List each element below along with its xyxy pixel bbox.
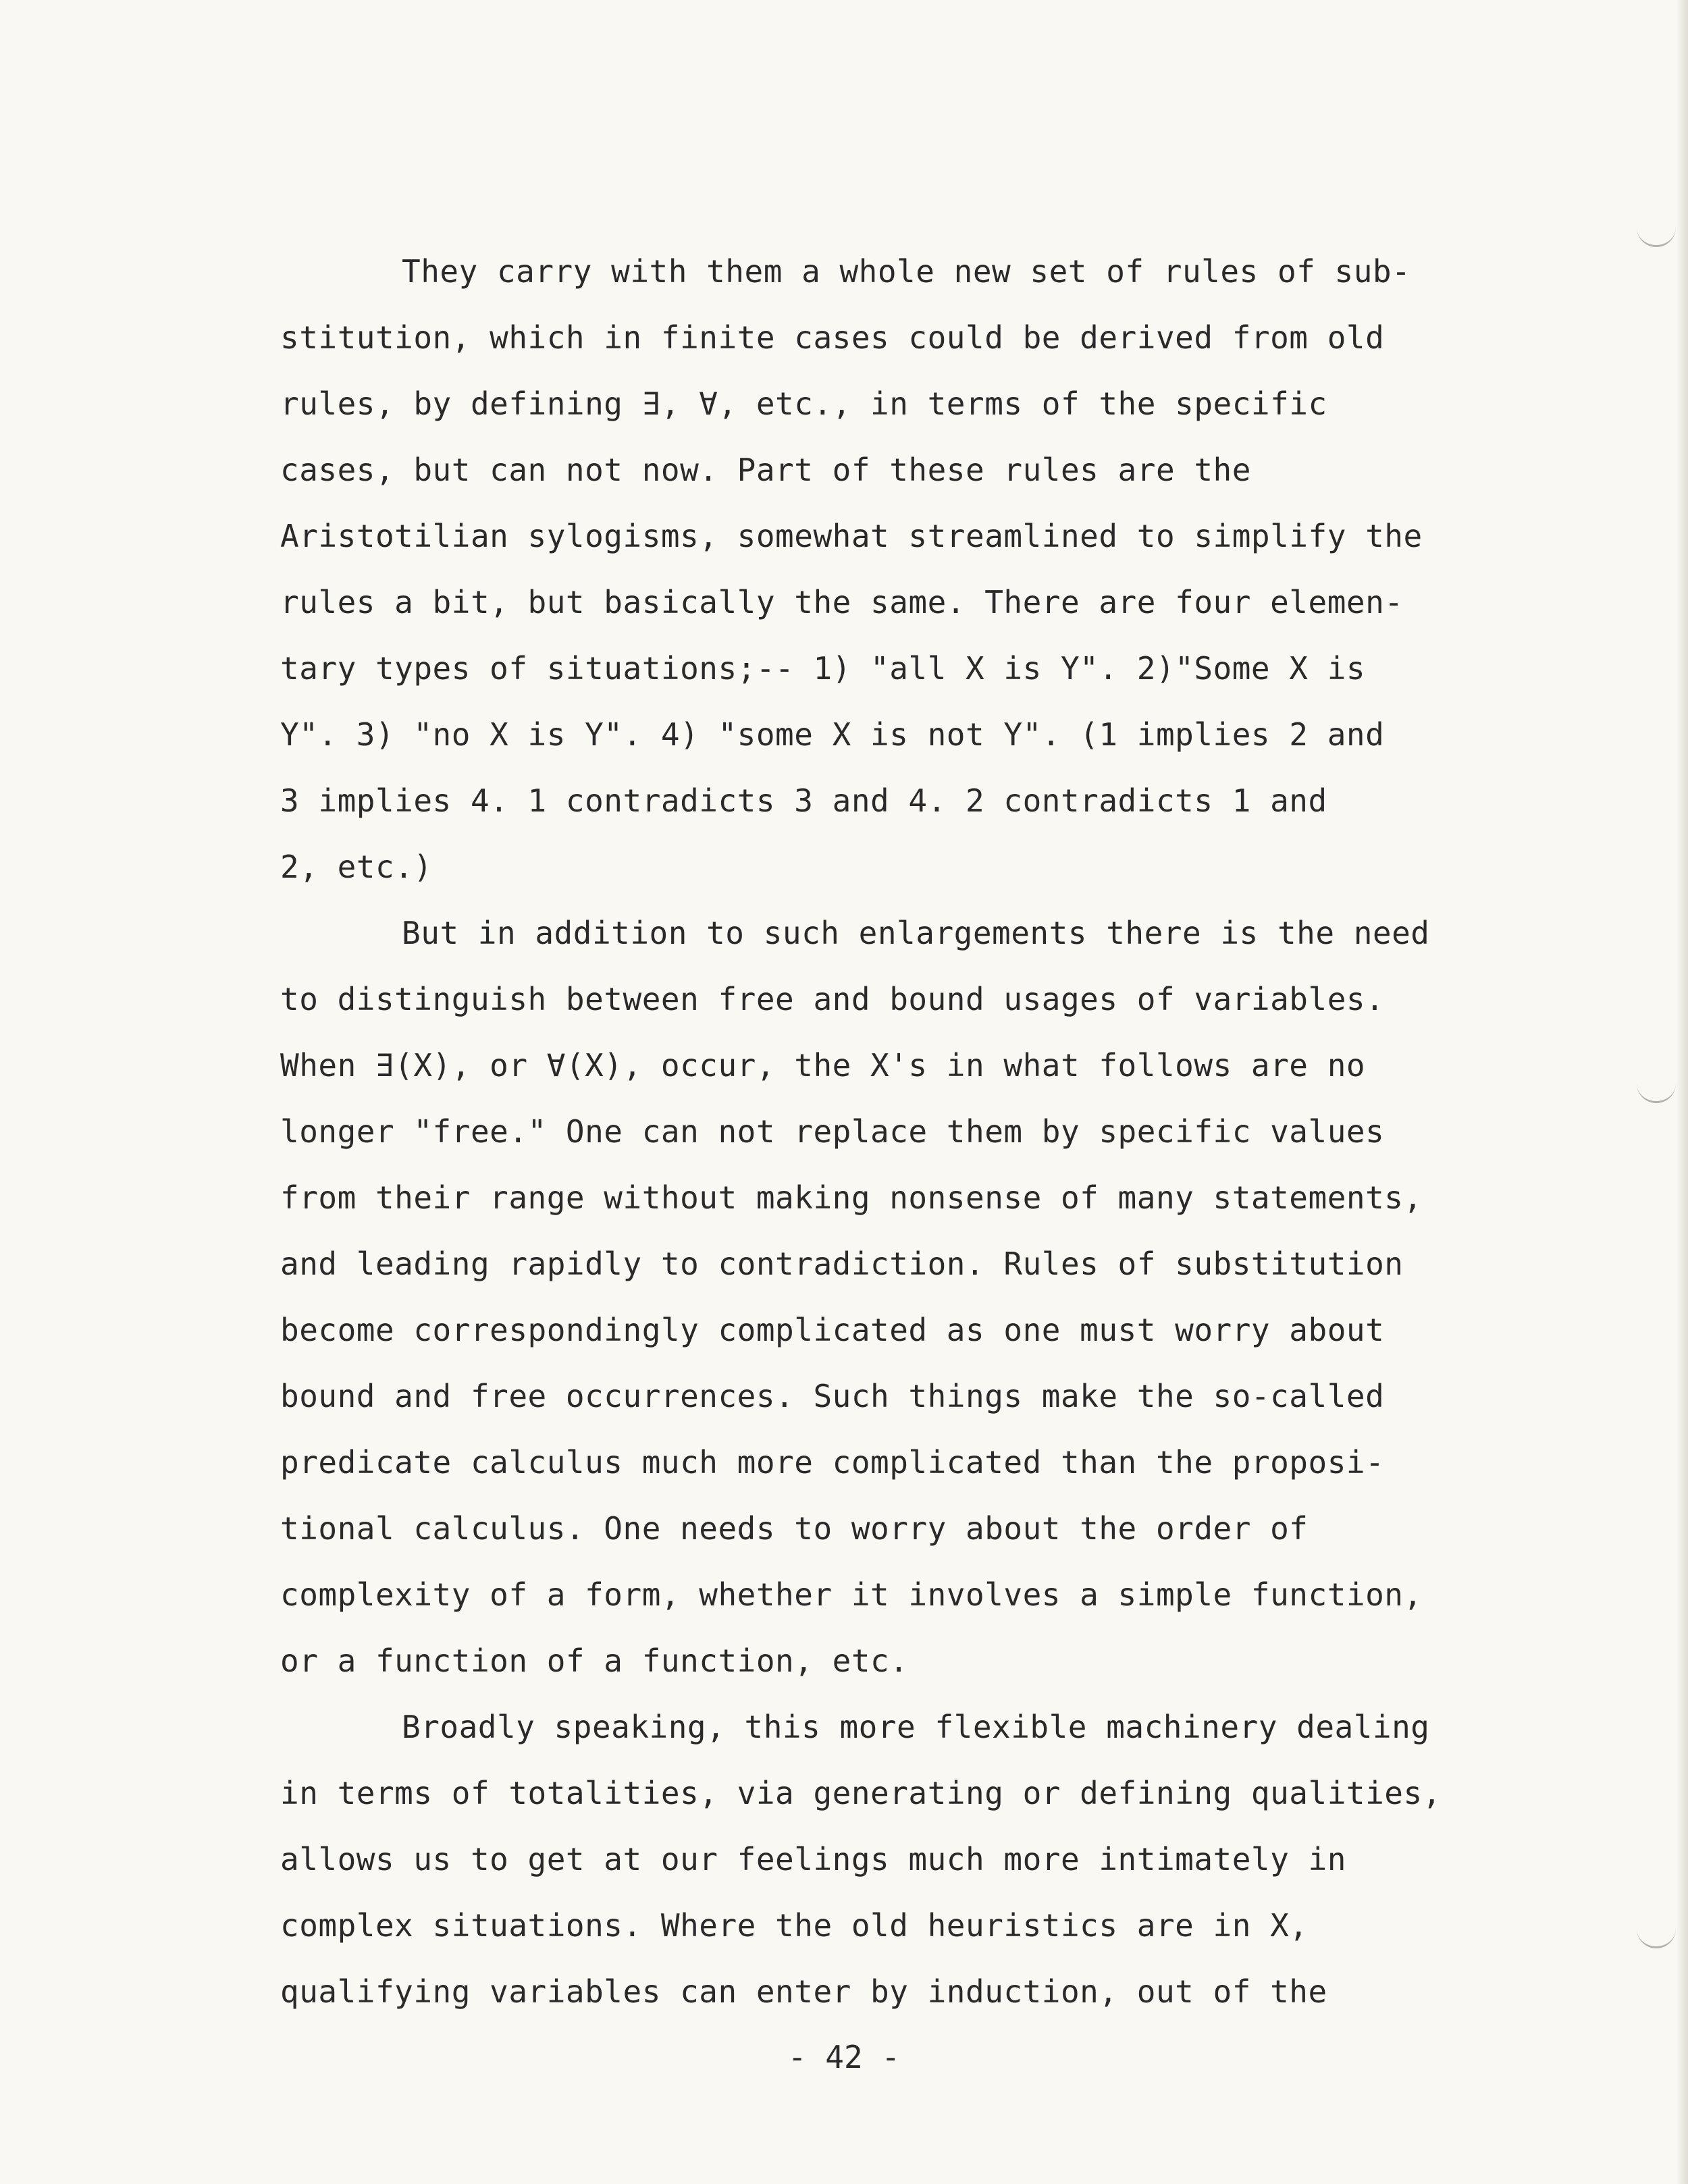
- text-line: bound and free occurrences. Such things make the so-called: [280, 1378, 1385, 1414]
- text-line: complexity of a form, whether it involves a simple function,: [280, 1576, 1423, 1613]
- typed-text-body: [280, 238, 1536, 2025]
- text-line: 3 implies 4. 1 contradicts 3 and 4. 2 contradicts 1 and: [280, 782, 1327, 819]
- page-edge-shadow: [1676, 0, 1688, 2184]
- text-line: Broadly speaking, this more flexible machinery dealing: [402, 1709, 1430, 1745]
- text-line: 2, etc.): [280, 849, 433, 885]
- text-line: rules, by defining ∃, ∀, etc., in terms of the specific: [280, 385, 1327, 422]
- binder-hole-mark: [1637, 1082, 1676, 1103]
- text-line: When ∃(X), or ∀(X), occur, the X's in what follows are no: [280, 1047, 1366, 1084]
- binder-hole-mark: [1637, 1927, 1676, 1948]
- text-line: become correspondingly complicated as one must worry about: [280, 1312, 1385, 1348]
- text-line: But in addition to such enlargements there is the need: [402, 915, 1430, 951]
- text-line: in terms of totalities, via generating or defining qualities,: [280, 1775, 1442, 1811]
- text-line: qualifying variables can enter by induction, out of the: [280, 1973, 1327, 2010]
- text-line: tional calculus. One needs to worry about the order of: [280, 1510, 1309, 1547]
- text-line: They carry with them a whole new set of rules of sub-: [402, 253, 1411, 290]
- text-line: Y". 3) "no X is Y". 4) "some X is not Y". (1 implies 2 and: [280, 716, 1385, 753]
- text-line: complex situations. Where the old heuristics are in X,: [280, 1907, 1309, 1944]
- text-line: rules a bit, but basically the same. There are four elemen-: [280, 584, 1404, 620]
- text-line: predicate calculus much more complicated than the proposi-: [280, 1444, 1385, 1481]
- text-line: cases, but can not now. Part of these rules are the: [280, 452, 1251, 488]
- page-number: - 42 -: [787, 2039, 901, 2075]
- text-line: from their range without making nonsense of many statements,: [280, 1179, 1423, 1216]
- text-line: or a function of a function, etc.: [280, 1643, 909, 1679]
- text-line: Aristotilian sylogisms, somewhat streamlined to simplify the: [280, 518, 1423, 554]
- text-line: tary types of situations;-- 1) "all X is Y". 2)"Some X is: [280, 650, 1366, 687]
- text-line: to distinguish between free and bound usages of variables.: [280, 981, 1385, 1017]
- text-line: allows us to get at our feelings much more intimately in: [280, 1841, 1346, 1877]
- text-line: stitution, which in finite cases could be derived from old: [280, 319, 1385, 356]
- text-line: and leading rapidly to contradiction. Rules of substitution: [280, 1246, 1404, 1282]
- text-line: longer "free." One can not replace them by specific values: [280, 1113, 1385, 1150]
- binder-hole-mark: [1637, 226, 1676, 247]
